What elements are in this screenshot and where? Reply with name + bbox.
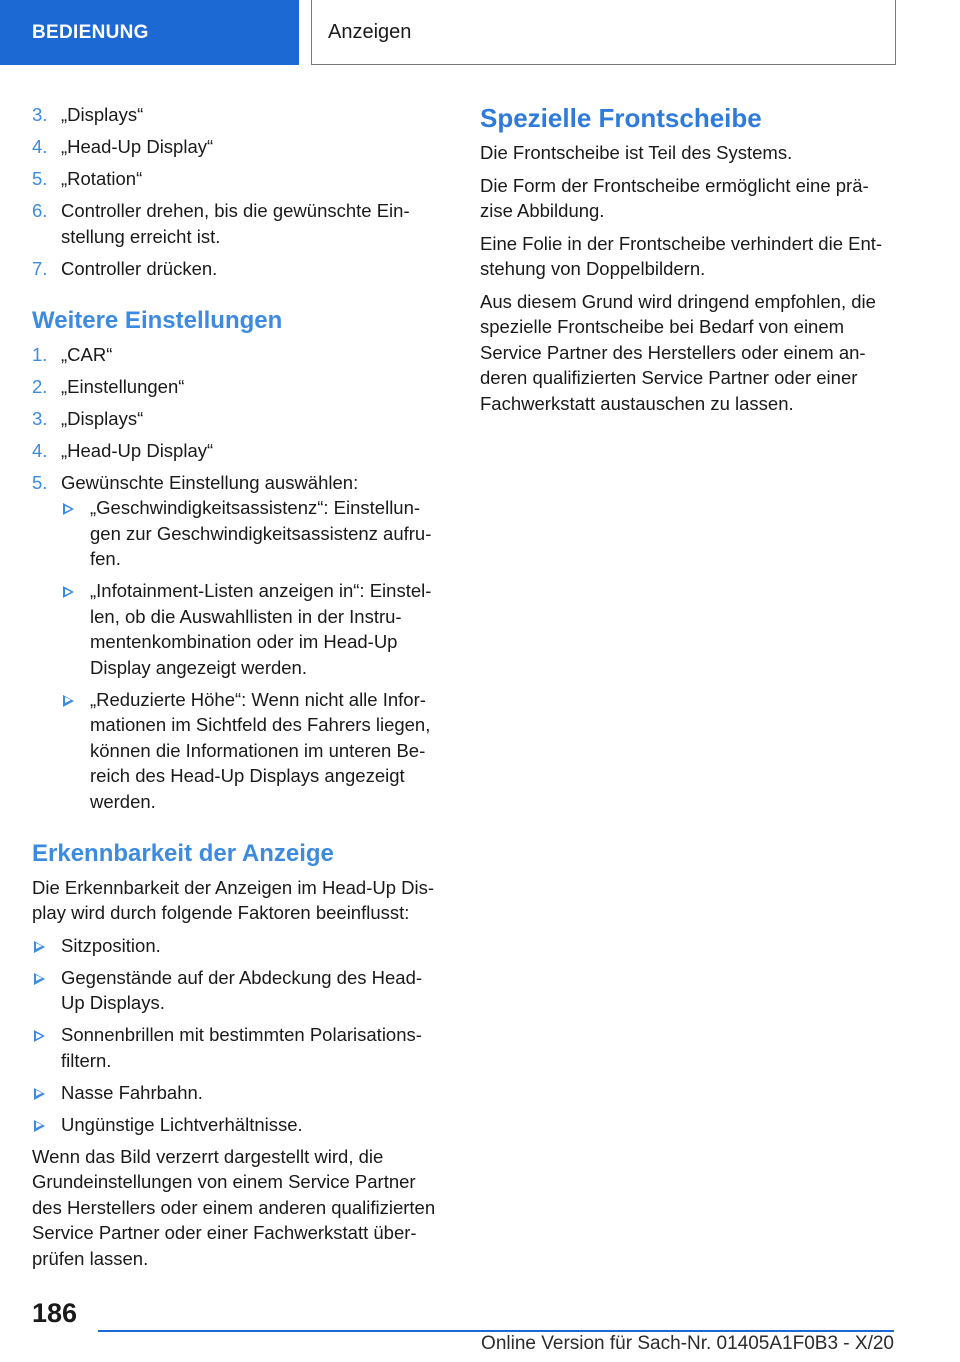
step-text: „Einstellungen“ [61, 375, 185, 397]
step-item [32, 470, 450, 815]
list-item [32, 1112, 450, 1138]
triangle-bullet-icon [34, 1030, 45, 1042]
erkennbarkeit-closing: Wenn das Bild verzerrt dargestellt wird, die Grundeinstellungen von einem Service Partner des Herstellers oder einem anderen qualifizierten Service Partner oder einer Fachwerkstatt über- prüfen lassen. [32, 1145, 436, 1269]
list-item-text: Sonnenbrillen mit bestimmten Polarisations- filtern. [61, 1024, 422, 1071]
right-column [480, 102, 898, 423]
step-number: 6. [32, 200, 48, 221]
list-item-text: „Geschwindigkeitsassistenz“: Einstellun- gen zur Geschwindigkeitsassistenz aufru- fen. [90, 497, 432, 569]
step-item [32, 438, 450, 464]
list-item [32, 1022, 450, 1073]
footer-divider [98, 1330, 894, 1332]
list-item-text: „Reduzierte Höhe“: Wenn nicht alle Infor- mationen im Sichtfeld des Fahrers liegen, können die Informationen im unteren Be- reich des Head-Up Displays angezeigt werden. [90, 688, 431, 812]
triangle-bullet-icon [63, 695, 74, 707]
step-text: „Displays“ [61, 104, 144, 125]
triangle-bullet-icon [63, 503, 74, 515]
step-number: 3. [32, 407, 48, 429]
heading-weitere-einstellungen: Weitere Einstellungen [32, 306, 283, 334]
list-item-text: Ungünstige Lichtverhältnisse. [61, 1113, 303, 1135]
paragraph: Die Frontscheibe ist Teil des Systems. [480, 142, 793, 163]
triangle-bullet-icon [34, 1120, 45, 1132]
steps-weitere [32, 342, 450, 815]
step-text: „Displays“ [61, 407, 144, 429]
paragraph: Aus diesem Grund wird dringend empfohlen, die spezielle Frontscheibe bei Bedarf von einem Service Partner des Herstellers oder einem an- deren qualifizierten Service Partner oder einer Fachwerkstatt austauschen zu lassen. [480, 290, 876, 414]
step-text: „Head-Up Display“ [61, 439, 214, 461]
step-text: „Head-Up Display“ [61, 136, 214, 157]
step-item [32, 342, 450, 368]
step-number: 1. [32, 343, 48, 365]
footer-text: Online Version für Sach-Nr. 01405A1F0B3 - X/20 [481, 1333, 894, 1354]
factors-list [32, 933, 450, 1138]
step-item [32, 198, 450, 249]
step-item [32, 166, 450, 192]
heading-erkennbarkeit: Erkennbarkeit der Anzeige [32, 839, 334, 867]
step-text: „Rotation“ [61, 168, 143, 189]
list-item-text: Gegenstände auf der Abdeckung des Head- Up Displays. [61, 966, 423, 1013]
step-text: Controller drehen, bis die gewünschte Ein- stellung erreicht ist. [61, 200, 410, 247]
triangle-bullet-icon [34, 941, 45, 953]
step-item [32, 256, 450, 282]
paragraph: Die Form der Frontscheibe ermöglicht eine prä- zise Abbildung. [480, 174, 869, 221]
list-item-text: Sitzposition. [61, 934, 161, 956]
step-item [32, 374, 450, 400]
step-item [32, 406, 450, 432]
step-number: 5. [32, 168, 48, 189]
section-title: BEDIENUNG [32, 21, 149, 43]
list-item [61, 687, 450, 815]
step-number: 7. [32, 257, 48, 279]
list-item [32, 965, 450, 1016]
step-number: 3. [32, 104, 48, 125]
triangle-bullet-icon [34, 973, 45, 985]
options-list [61, 495, 450, 814]
paragraph: Eine Folie in der Frontscheibe verhindert die Ent- stehung von Doppelbildern. [480, 232, 883, 279]
erkennbarkeit-intro: Die Erkennbarkeit der Anzeigen im Head-Up Dis- play wird durch folgende Faktoren beeinflusst: [32, 876, 435, 923]
list-item-text: „Infotainment-Listen anzeigen in“: Einstel- len, ob die Auswahllisten in der Instru- mentenkombination oder im Head-Up Display angezeigt werden. [90, 580, 432, 678]
list-item [32, 1080, 450, 1106]
triangle-bullet-icon [63, 586, 74, 598]
step-item [32, 102, 450, 128]
step-number: 5. [32, 471, 48, 493]
step-number: 2. [32, 375, 48, 397]
step-text: „CAR“ [61, 343, 113, 365]
step-text: Controller drücken. [61, 257, 218, 279]
section-tab [0, 0, 299, 65]
left-column [32, 102, 450, 1278]
chapter-tab [311, 0, 896, 65]
list-item-text: Nasse Fahrbahn. [61, 1081, 203, 1103]
chapter-title: Anzeigen [328, 20, 412, 43]
list-item [61, 578, 450, 680]
heading-spezielle-frontscheibe: Spezielle Frontscheibe [480, 103, 762, 133]
list-item [61, 495, 450, 572]
steps-top [32, 102, 450, 281]
step-text: Gewünschte Einstellung auswählen: [61, 471, 359, 493]
list-item [32, 933, 450, 959]
step-number: 4. [32, 136, 48, 157]
step-item [32, 134, 450, 160]
page-number: 186 [32, 1298, 78, 1328]
step-number: 4. [32, 439, 48, 461]
triangle-bullet-icon [34, 1088, 45, 1100]
